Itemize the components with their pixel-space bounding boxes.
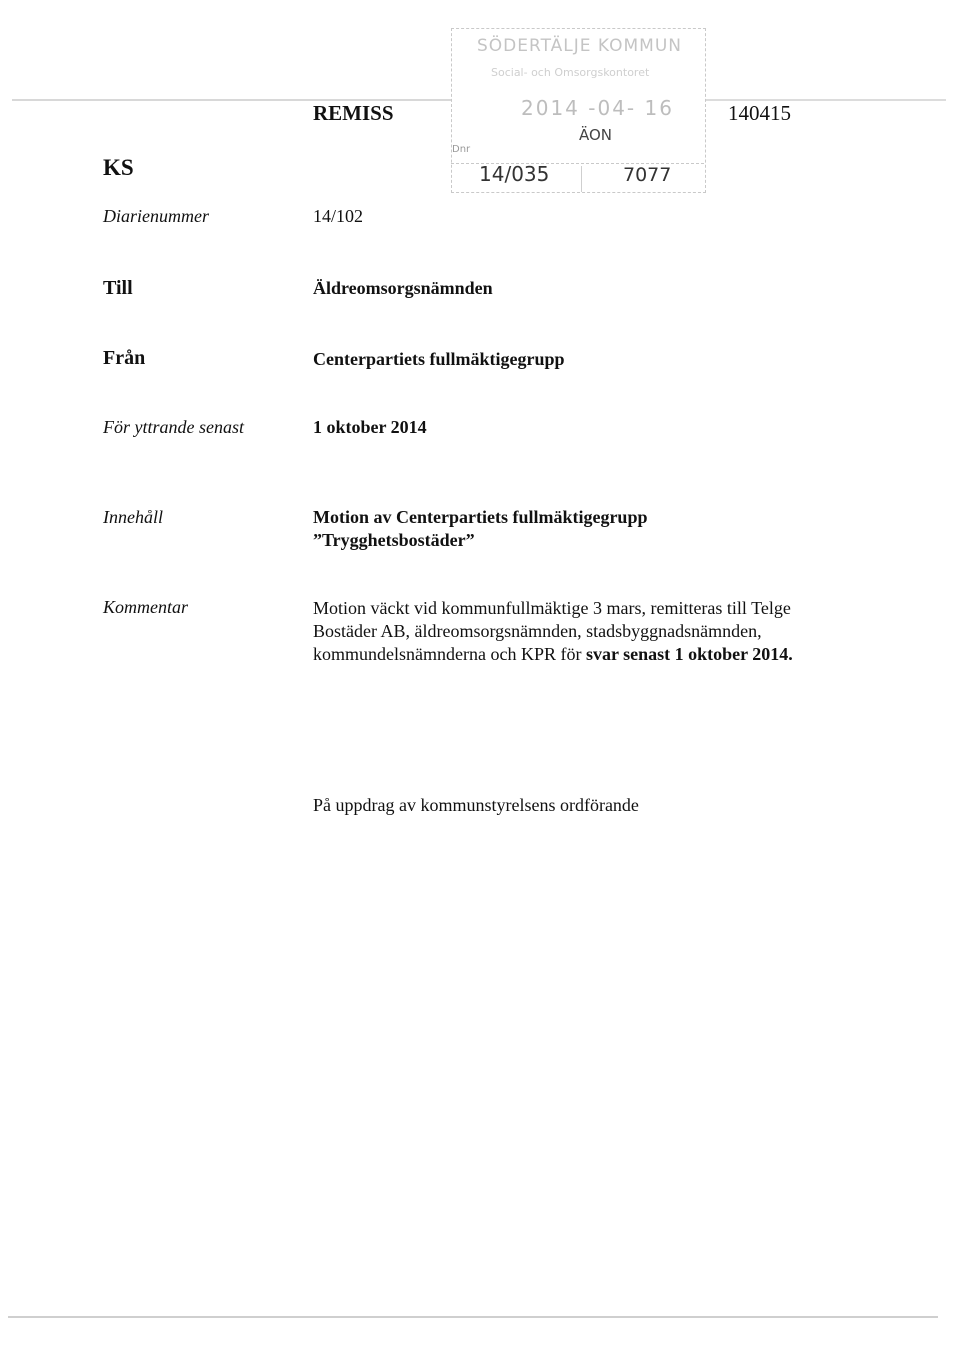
footer-rule [8, 1316, 938, 1318]
kommentar-line1: Motion väckt vid kommunfullmäktige 3 mars, remitteras till Telge [313, 598, 791, 618]
kommentar-line2: Bostäder AB, äldreomsorgsnämnden, stadsbyggnadsnämnden, [313, 621, 762, 641]
stamp-department: Social- och Omsorgskontoret [491, 66, 650, 79]
stamp-date: 2014 -04- 16 [521, 96, 674, 120]
innehall-line2: ”Trygghetsbostäder” [313, 530, 475, 550]
stamp-vertical-divider [581, 166, 582, 192]
kommentar-line3 [313, 643, 793, 666]
kommentar-text [313, 597, 793, 666]
stamp-organization: SÖDERTÄLJE KOMMUN [477, 36, 682, 56]
signoff: På uppdrag av kommunstyrelsens ordförande [313, 795, 639, 815]
kommentar-deadline: svar senast 1 oktober 2014. [585, 644, 793, 664]
till-value: Äldreomsorgsnämnden [313, 278, 493, 298]
diarienummer-label: Diarienummer [103, 206, 209, 226]
diarienummer-value: 14/102 [313, 206, 364, 226]
sender-code: KS [103, 155, 134, 180]
innehall-label: Innehåll [103, 507, 163, 527]
innehall-line1: Motion av Centerpartiets fullmäktigegrupp [313, 507, 648, 527]
yttrande-value: 1 oktober 2014 [313, 417, 427, 437]
stamp-dnr-label: Dnr [452, 144, 471, 155]
document-number: 140415 [728, 101, 791, 125]
stamp-dnr-value: 14/035 [479, 162, 550, 186]
document-type: REMISS [313, 101, 394, 125]
stamp-number: 7077 [623, 164, 672, 186]
till-label: Till [103, 277, 133, 299]
fran-value: Centerpartiets fullmäktigegrupp [313, 349, 565, 369]
stamp-recipient: ÄON [579, 126, 613, 144]
received-stamp [451, 28, 706, 193]
yttrande-label: För yttrande senast [103, 417, 244, 437]
fran-label: Från [103, 347, 146, 369]
kommentar-label: Kommentar [103, 597, 188, 617]
kommentar-line3-plain: kommundelsnämnderna och KPR för [313, 644, 586, 664]
